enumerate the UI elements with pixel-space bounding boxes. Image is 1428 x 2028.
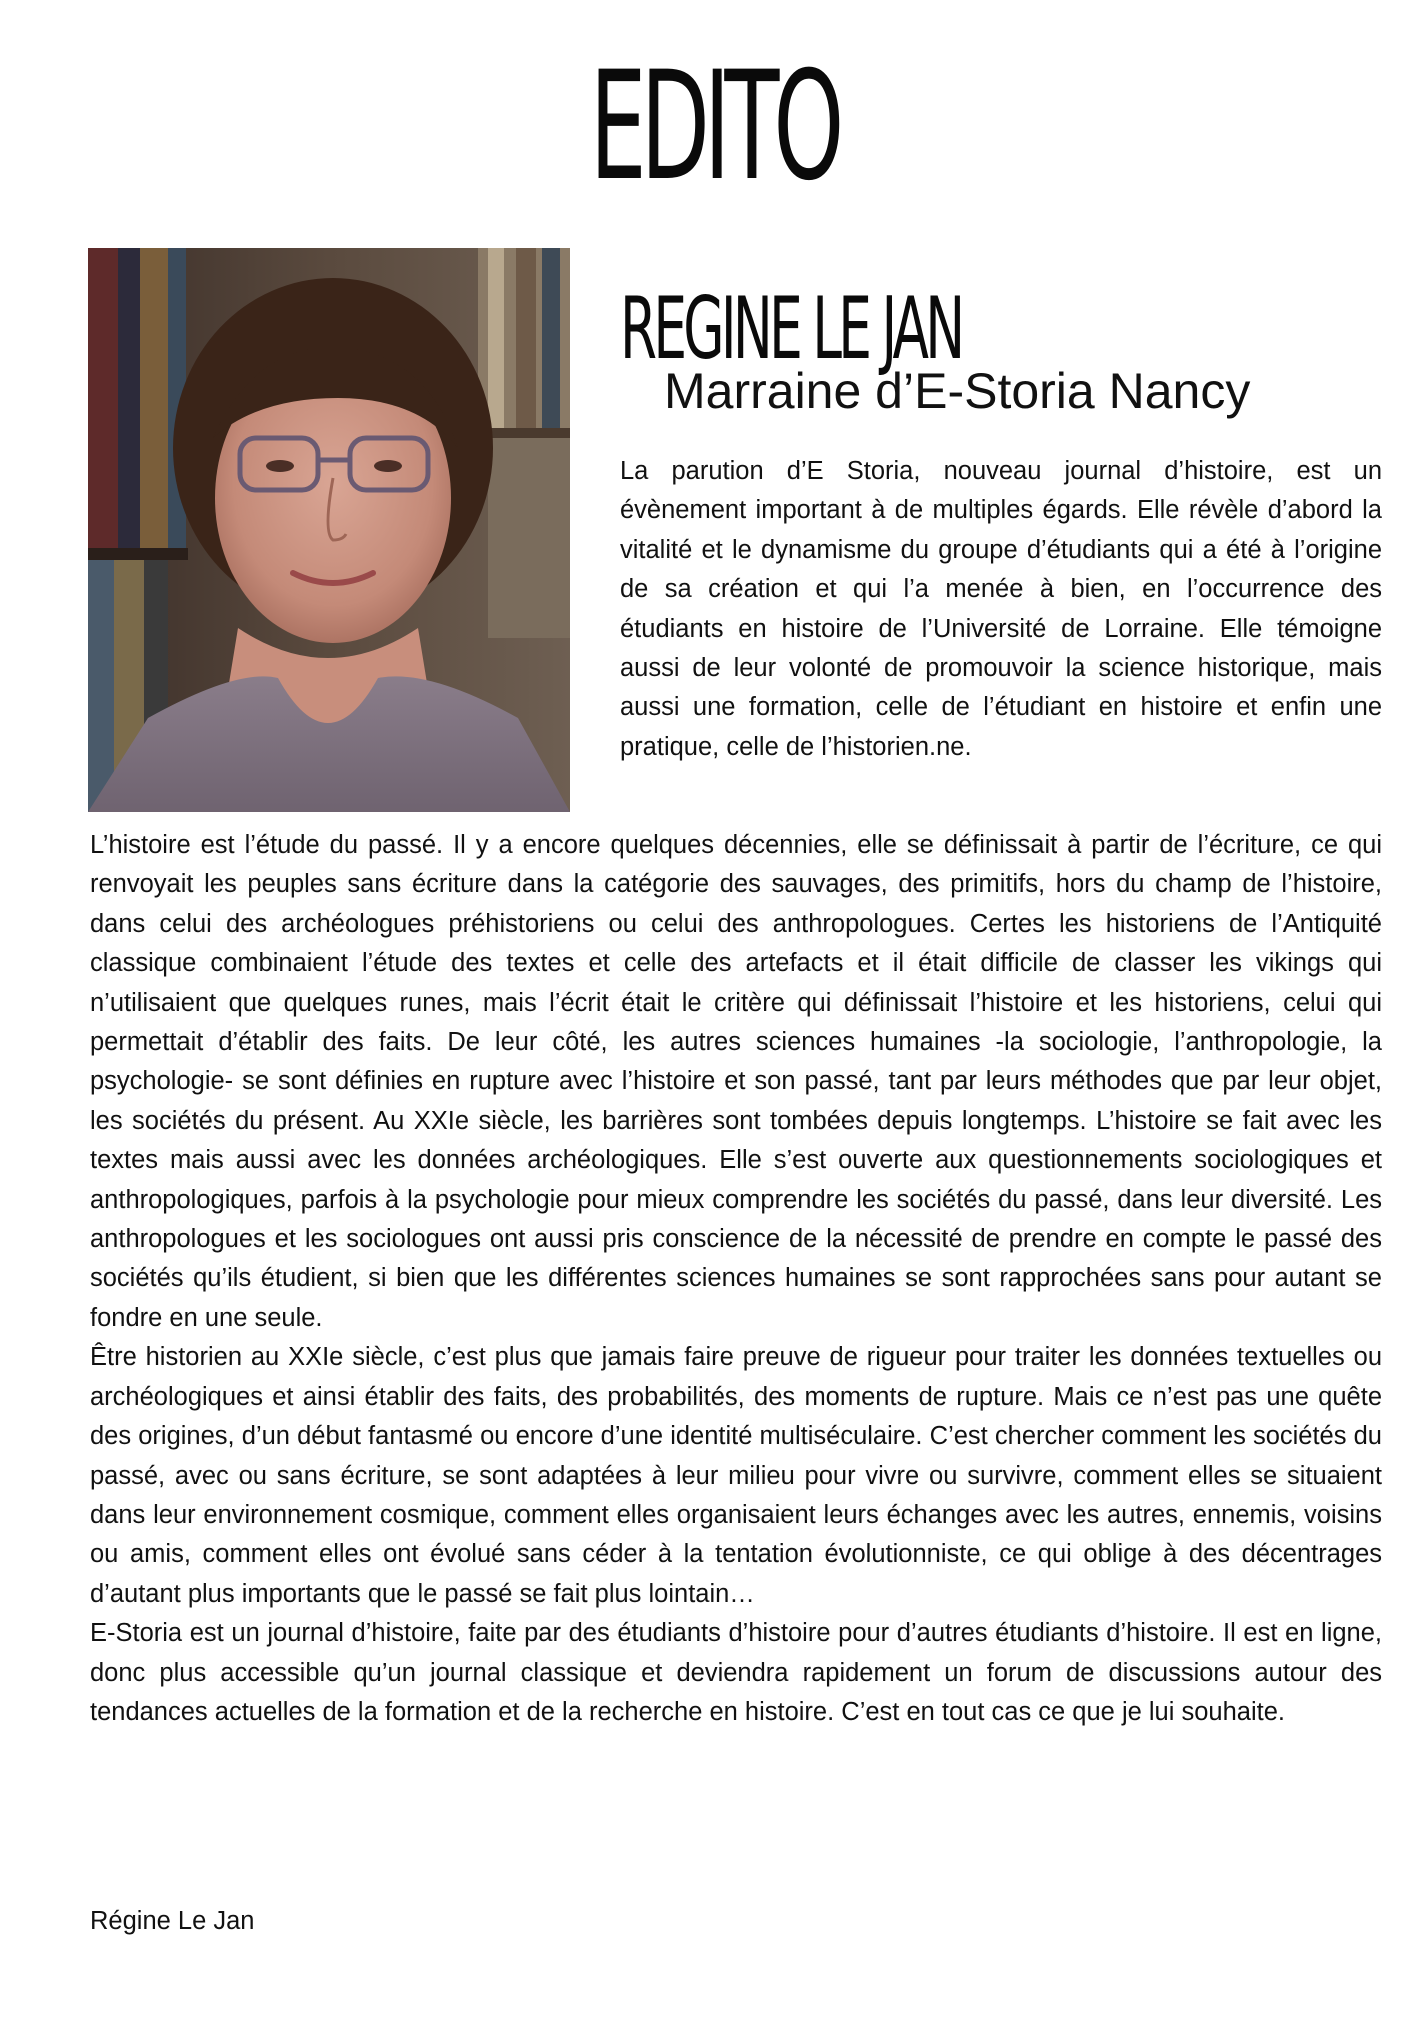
intro-paragraph: La parution d’E Storia, nouveau journal d’histoire, est un évènement important à de multiples égards. Elle révèle d’abord la vitalité et le dynamisme du groupe d’étudiants qui a été à l’origine de sa création et qui l’a menée à bien, en l’occurrence des étudiants en histoire de l’Université de Lorraine. Elle témoigne aussi de leur volonté de promouvoir la science historique, mais aussi une formation, celle de l’étudiant en histoire et enfin une pratique, celle de l’historien.ne. (620, 457, 1382, 761)
author-portrait-image (88, 248, 570, 812)
body-paragraph: L’histoire est l’étude du passé. Il y a encore quelques décennies, elle se définissait à partir de l’écriture, ce qui renvoyait les peuples sans écriture dans la catégorie des sauvages, des primitifs, hors du champ de l’histoire, dans celui des archéologues préhistoriens ou celui des anthropologues. Certes les historiens de l’Antiquité classique combinaient l’étude des textes et celle des artefacts et il était difficile de classer les vikings qui n’utilisaient que quelques runes, mais l’écrit était le critère qui définissait l’histoire et les historiens, celui qui permettait d’établir des faits. De leur côté, les autres sciences humaines -la sociologie, l’anthropologie, la psychologie- se sont définies en rupture avec l’histoire et son passé, tant par leurs méthodes que par leur objet, les sociétés du présent. Au XXIe siècle, les barrières sont tombées depuis longtemps. L’histoire se fait avec les textes mais aussi avec les données archéologiques. Elle s’est ouverte aux questionnements sociologiques et anthropologiques, parfois à la psychologie pour mieux comprendre les sociétés du passé, dans leur diversité. Les anthropologues et les sociologues ont aussi pris conscience de la nécessité de prendre en compte le passé des sociétés qu’ils étudient, si bien que les différentes sciences humaines se sont rapprochées sans pour autant se fondre en une seule. (90, 831, 1382, 1332)
author-name: REGINE LE JAN (620, 279, 962, 379)
article-body (90, 826, 1382, 1732)
page-title: EDITO (589, 40, 839, 214)
author-role: Marraine d’E-Storia Nancy (664, 363, 1251, 419)
body-paragraph: E-Storia est un journal d’histoire, faite par des étudiants d’histoire pour d’autres étudiants d’histoire. Il est en ligne, donc plus accessible qu’un journal classique et deviendra rapidement un forum de discussions autour des tendances actuelles de la formation et de la recherche en histoire. C’est en tout cas ce que je lui souhaite. (90, 1619, 1382, 1726)
signature: Régine Le Jan (90, 1907, 255, 1935)
body-paragraph: Être historien au XXIe siècle, c’est plus que jamais faire preuve de rigueur pour traiter les données textuelles ou archéologiques et ainsi établir des faits, des probabilités, des moments de rupture. Mais ce n’est pas une quête des origines, d’un début fantasmé ou encore d’une identité multiséculaire. C’est chercher comment les sociétés du passé, avec ou sans écriture, se sont adaptées à leur milieu pour vivre ou survivre, comment elles se situaient dans leur environnement cosmique, comment elles organisaient leurs échanges avec les autres, ennemis, voisins ou amis, comment elles ont évolué sans céder à la tentation évolutionniste, ce qui oblige à des décentrages d’autant plus importants que le passé se fait plus lointain… (90, 1343, 1382, 1608)
author-portrait (88, 248, 570, 812)
